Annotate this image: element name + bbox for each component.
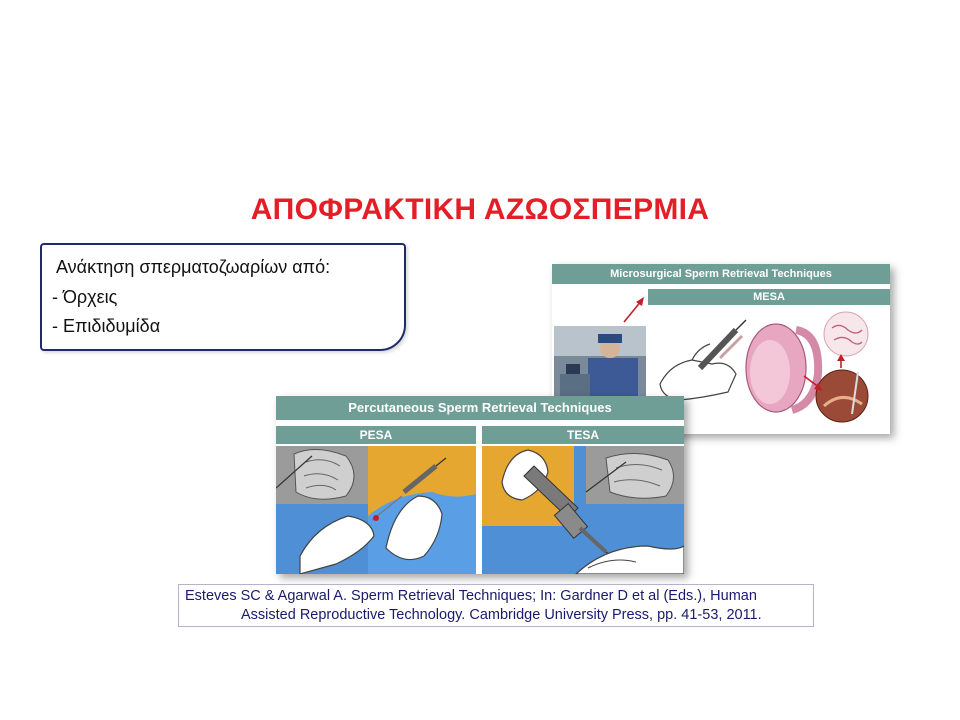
retrieval-sources-heading: Ανάκτηση σπερματοζωαρίων από: [56,257,331,277]
citation-line-2: Assisted Reproductive Technology. Cambridge University Press, pp. 41-53, 2011. [241,607,762,623]
source-item-epididymis: - Επιδιδυμίδα [52,316,161,336]
retrieval-sources-box [40,243,406,351]
microsurgical-figure-title: Microsurgical Sperm Retrieval Techniques [552,264,890,284]
tesa-label: TESA [482,426,684,444]
percutaneous-illustration [276,396,684,574]
slide-title: ΑΠΟΦΡΑΚΤΙΚΗ ΑΖΩΟΣΠΕΡΜΙΑ [250,193,710,226]
pesa-label: PESA [276,426,476,444]
citation-line-1: Esteves SC & Agarwal A. Sperm Retrieval Techniques; In: Gardner D et al (Eds.), Human [185,588,757,604]
mesa-label: MESA [648,289,890,305]
source-item-testes: - Όρχεις [52,287,118,307]
percutaneous-figure-title: Percutaneous Sperm Retrieval Techniques [276,396,684,420]
citation-box [178,584,814,627]
percutaneous-figure [276,396,684,574]
